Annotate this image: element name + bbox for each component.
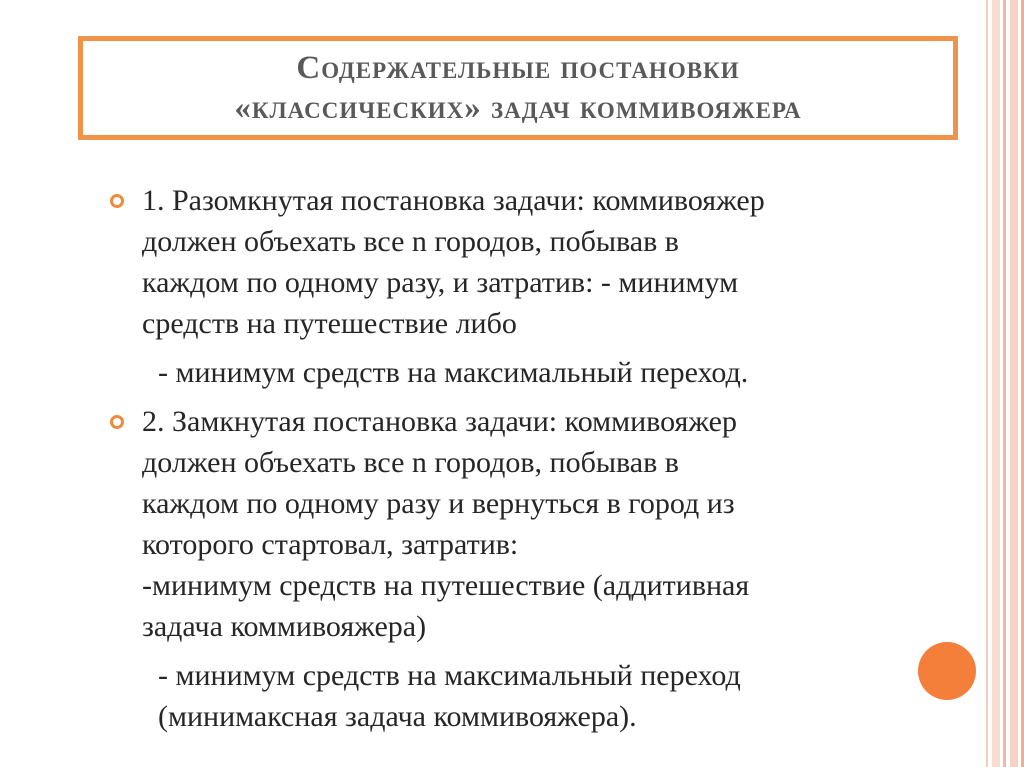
item-text-line: средств на путешествие либо [142,307,517,340]
list-item-open-formulation [110,180,930,344]
stripe [1003,0,1006,767]
item-text-line: -минимум средств на путешествие (аддитивная [142,569,750,602]
item-text-line: должен объехать все n городов, побывав в [142,225,679,258]
item-text-line: которого стартовал, затратив: [142,528,519,561]
item-text-line: 2. Замкнутая постановка задачи: коммивояжер [142,405,737,438]
item-sub-line: - минимум средств на максимальный переход. [158,356,749,389]
decorative-stripes [986,0,1024,767]
decorative-circle [918,642,976,700]
title-line-2: «классических» задач коммивояжера [234,90,802,126]
bullet-ring-icon [110,415,124,429]
title-line-1: Содержательные постановки [296,50,740,86]
bullet-ring-icon [110,194,124,208]
item-sub-line: - минимум средств на максимальный переход [158,659,741,692]
item-sub-line: (минимаксная задача коммивояжера). [158,700,637,733]
item-text-line: должен объехать все n городов, побывав в [142,446,679,479]
list-item-closed-formulation [110,401,930,647]
content-body [110,180,930,737]
stripe [1010,0,1018,767]
item-text-line: каждом по одному разу и вернуться в город из [142,487,735,520]
stripe [992,0,1000,767]
item-text-line: 1. Разомкнутая постановка задачи: коммивояжер [142,184,765,217]
title-box [78,36,958,140]
stripe [986,0,988,767]
item-text-line: каждом по одному разу, и затратив: - минимум [142,266,739,299]
item-text-line: задача коммивояжера) [142,610,427,643]
